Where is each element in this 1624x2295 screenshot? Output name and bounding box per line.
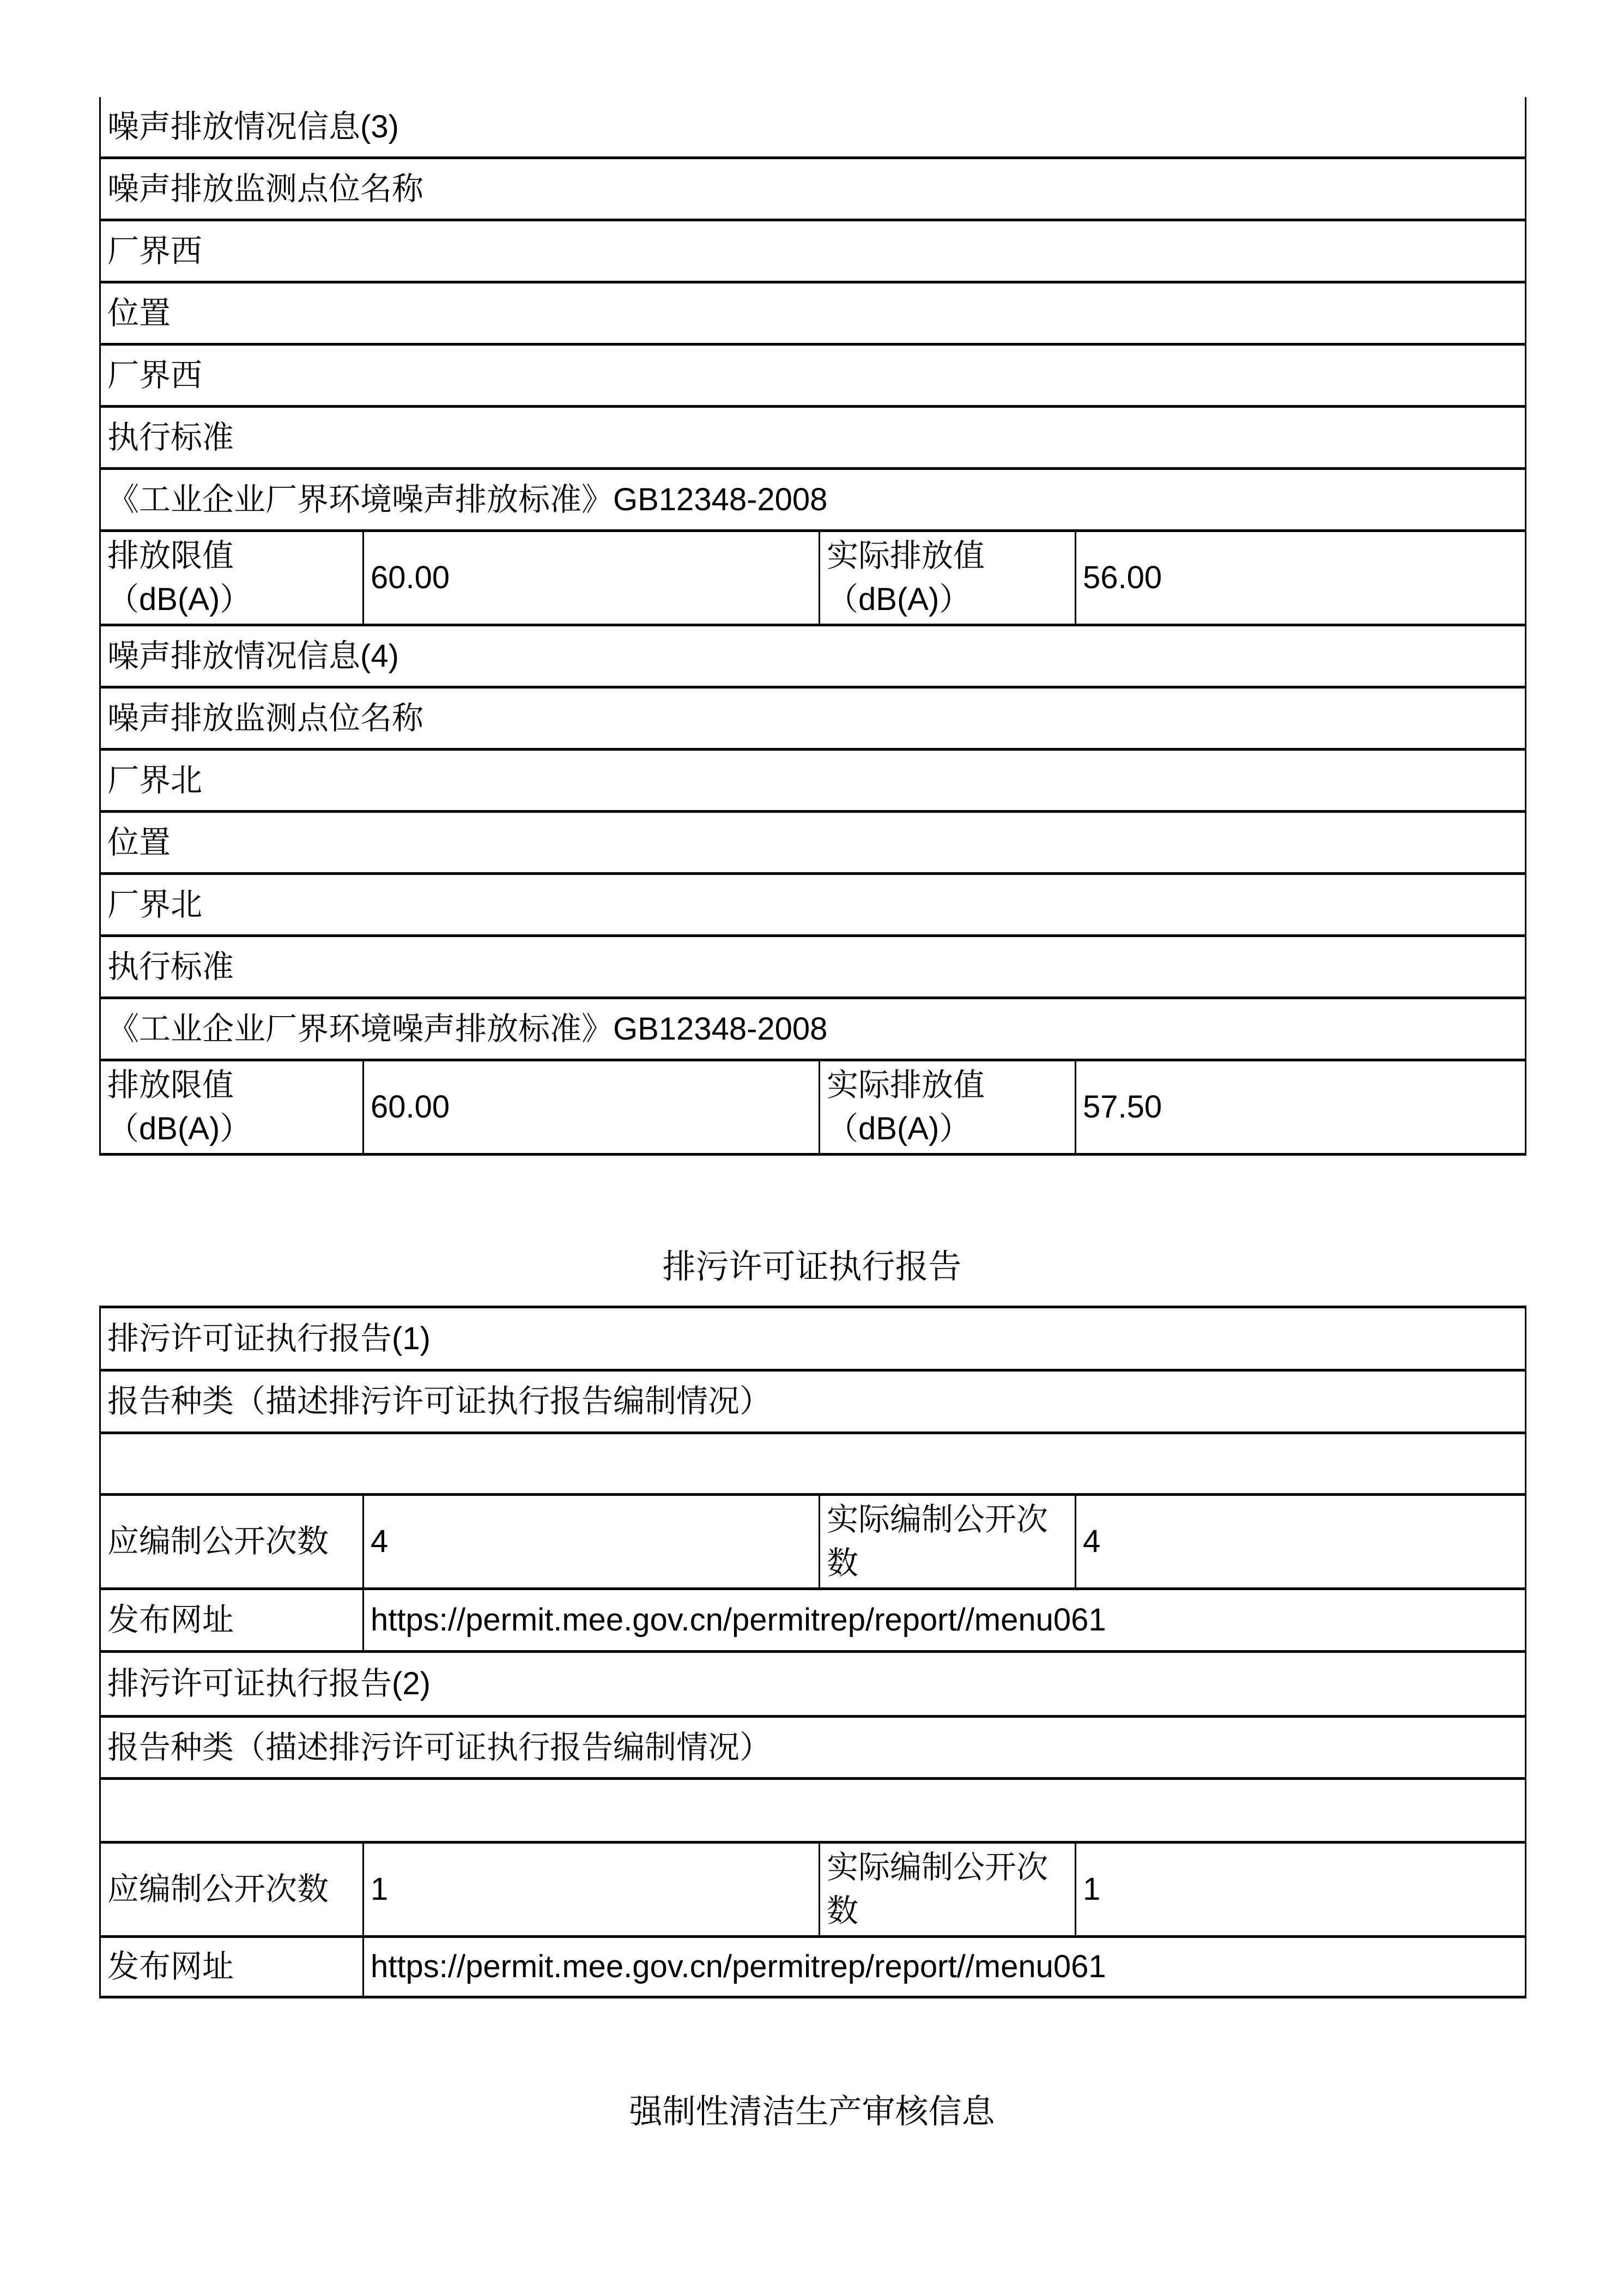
table-row <box>101 875 1525 937</box>
monitor-point-value: 厂界北 <box>107 762 203 798</box>
table-row <box>101 1496 1525 1590</box>
table-row <box>101 999 1525 1061</box>
actual-count-value: 1 <box>1083 1871 1101 1907</box>
table-row <box>101 1718 1525 1780</box>
actual-count-value: 4 <box>1083 1524 1101 1559</box>
location-label: 位置 <box>107 824 171 860</box>
table-row <box>101 1434 1525 1496</box>
publish-url-value: https://permit.mee.gov.cn/permitrep/report//menu061 <box>371 1949 1106 1984</box>
required-count-value: 4 <box>364 1496 820 1587</box>
location-label: 位置 <box>107 295 171 331</box>
table-row <box>101 1061 1525 1156</box>
standard-label: 执行标准 <box>107 419 234 455</box>
publish-url-label: 发布网址 <box>101 1590 364 1650</box>
emission-limit-value: 60.00 <box>364 1061 820 1153</box>
table-row <box>101 1653 1525 1718</box>
location-value: 厂界北 <box>107 886 203 922</box>
table-row <box>101 813 1525 875</box>
standard-value: 《工业企业厂界环境噪声排放标准》GB12348-2008 <box>107 481 828 517</box>
table-row <box>101 751 1525 813</box>
table-row <box>101 1590 1525 1653</box>
emission-limit-label: 排放限值（dB(A)） <box>101 532 364 624</box>
table-row <box>101 97 1525 159</box>
standard-value: 《工业企业厂界环境噪声排放标准》GB12348-2008 <box>107 1011 828 1047</box>
table-row <box>101 1938 1525 1998</box>
monitor-point-value: 厂界西 <box>107 233 203 269</box>
table-row <box>101 1780 1525 1844</box>
report-entry-header: 排污许可证执行报告(2) <box>107 1666 431 1701</box>
report-type-value <box>101 1780 1525 1841</box>
actual-emission-value: 57.50 <box>1083 1089 1162 1125</box>
permit-report-section-title: 排污许可证执行报告 <box>662 1248 962 1285</box>
table-row <box>101 159 1525 221</box>
table-row <box>101 532 1525 626</box>
table-row <box>101 221 1525 283</box>
publish-url-value: https://permit.mee.gov.cn/permitrep/report//menu061 <box>371 1602 1106 1638</box>
permit-report-table <box>99 1306 1526 1998</box>
standard-label: 执行标准 <box>107 949 234 985</box>
required-count-label: 应编制公开次数 <box>101 1496 364 1587</box>
emission-limit-label: 排放限值（dB(A)） <box>101 1061 364 1153</box>
report-type-label: 报告种类（描述排污许可证执行报告编制情况） <box>107 1729 772 1765</box>
table-row <box>101 1308 1525 1372</box>
emission-limit-value: 60.00 <box>364 532 820 624</box>
table-row <box>101 688 1525 751</box>
actual-emission-label: 实际排放值（dB(A)） <box>820 1061 1076 1153</box>
table-row <box>101 470 1525 532</box>
actual-count-label: 实际编制公开次数 <box>820 1496 1076 1587</box>
table-row <box>101 408 1525 470</box>
actual-emission-label: 实际排放值（dB(A)） <box>820 532 1076 624</box>
table-row <box>101 283 1525 346</box>
required-count-label: 应编制公开次数 <box>101 1844 364 1935</box>
noise-entry-header: 噪声排放情况信息(4) <box>107 638 399 674</box>
report-type-label: 报告种类（描述排污许可证执行报告编制情况） <box>107 1384 772 1419</box>
monitor-point-label: 噪声排放监测点位名称 <box>107 700 424 736</box>
table-row <box>101 937 1525 999</box>
publish-url-label: 发布网址 <box>101 1938 364 1996</box>
noise-entry-header: 噪声排放情况信息(3) <box>107 108 399 144</box>
required-count-value: 1 <box>364 1844 820 1935</box>
actual-emission-value: 56.00 <box>1083 560 1162 595</box>
table-row <box>101 1844 1525 1938</box>
cleaner-production-section-title: 强制性清洁生产审核信息 <box>629 2093 995 2130</box>
table-row <box>101 1372 1525 1434</box>
location-value: 厂界西 <box>107 357 203 393</box>
noise-emission-table <box>99 97 1526 1156</box>
table-row <box>101 626 1525 688</box>
actual-count-label: 实际编制公开次数 <box>820 1844 1076 1935</box>
report-type-value <box>101 1434 1525 1493</box>
report-entry-header: 排污许可证执行报告(1) <box>107 1320 431 1356</box>
table-row <box>101 346 1525 408</box>
monitor-point-label: 噪声排放监测点位名称 <box>107 171 424 207</box>
